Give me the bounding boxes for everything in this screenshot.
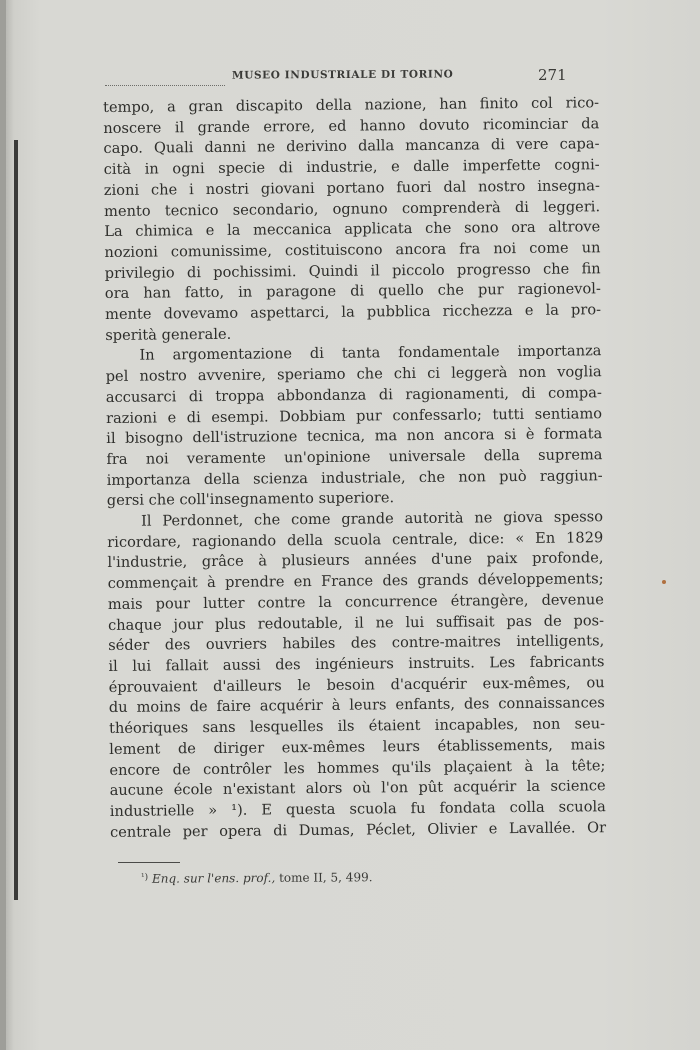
- text-line: encore de contrôler les hommes qu'ils plaçaient à la tête;: [109, 756, 606, 779]
- text-line: razioni e di esempi. Dobbiam pur confessarlo; tutti sentiamo: [105, 404, 603, 427]
- running-head: MUSEO INDUSTRIALE DI TORINO: [231, 68, 454, 82]
- text-line: fra noi veramente un'opinione universale della suprema: [106, 446, 603, 468]
- text-line: importanza della scienza industriale, che non può raggiun-: [106, 466, 603, 489]
- page-number: 271: [538, 66, 567, 84]
- text-line: mais pour lutter contre la concurrence étrangère, devenue: [107, 591, 604, 613]
- text-line: noscere il grande errore, ed hanno dovuto ricominciar da: [103, 114, 600, 137]
- footnote: [141, 870, 373, 886]
- text-line: tempo, a gran discapito della nazione, han finito col rico-: [103, 94, 600, 116]
- text-line: nozioni comunissime, costituiscono ancora fra noi come un: [104, 239, 601, 261]
- text-line: zioni che i nostri giovani portano fuori dal nostro insegna-: [103, 177, 600, 199]
- book-spine: [0, 0, 6, 1050]
- text-line: industrielle » ¹). E questa scuola fu fondata colla scuola: [109, 798, 606, 820]
- text-line: accusarci di troppa abbondanza di ragionamenti, di compa-: [105, 384, 602, 406]
- text-line: ora han fatto, in paragone di quello che pur ragionevol-: [104, 280, 601, 303]
- text-line: l'industrie, grâce à plusieurs années d'une paix profonde,: [107, 549, 604, 572]
- text-line: mente dovevamo aspettarci, la pubblica ricchezza e la pro-: [104, 301, 602, 324]
- text-line: séder des ouvriers habiles des contre-maitres intelligents,: [108, 632, 605, 655]
- text-line: La chimica e la meccanica applicata che sono ora altrove: [104, 218, 601, 241]
- text-line: lement de diriger eux-mêmes leurs établissements, mais: [109, 736, 606, 758]
- footnote-marker: ¹): [140, 872, 149, 883]
- text-line: capo. Quali danni ne derivino dalla mancanza di vere capa-: [103, 135, 600, 158]
- header-dotted-rule: [105, 85, 225, 86]
- text-line: gersi che coll'insegnamento superiore.: [106, 489, 395, 510]
- text-line: cità in ogni specie di industrie, e dalle imperfette cogni-: [103, 156, 600, 179]
- paragraph-start-line: In argomentazione di tanta fondamentale importanza: [139, 342, 602, 365]
- body-text: [103, 93, 606, 843]
- text-line: aucune école n'existant alors où l'on pût acquérir la science: [109, 777, 606, 800]
- text-line: il lui fallait aussi des ingénieurs instruits. Les fabricants: [108, 653, 605, 675]
- text-line: théoriques sans lesquelles ils étaient incapables, non seu-: [108, 715, 606, 738]
- text-line: chaque jour plus redoutable, il ne lui suffisait pas de pos-: [107, 611, 605, 634]
- text-line: centrale per opera di Dumas, Péclet, Olivier e Lavallée. Or: [109, 818, 607, 841]
- footnote-title: Enq. sur l'ens. prof.,: [151, 870, 276, 886]
- footnote-reference: tome II, 5, 499.: [279, 870, 373, 885]
- text-line: éprouvaient d'ailleurs le besoin d'acquérir eux-mêmes, ou: [108, 673, 605, 696]
- text-line: mento tecnico secondario, ognuno comprenderà di leggeri.: [104, 197, 601, 220]
- footnote-rule: [118, 862, 180, 863]
- text-line: commençait à prendre en France des grands développements;: [107, 570, 604, 593]
- text-line: ricordare, ragionando della scuola centrale, dice: « En 1829: [107, 528, 604, 551]
- paper-speck: [662, 580, 666, 584]
- text-line: il bisogno dell'istruzione tecnica, ma non ancora si è formata: [106, 425, 603, 448]
- margin-line: [14, 140, 18, 900]
- text-line: sperità generale.: [105, 325, 232, 344]
- text-line: privilegio di pochissimi. Quindi il piccolo progresso che fin: [104, 259, 601, 282]
- text-line: du moins de faire acquérir à leurs enfants, des connaissances: [108, 694, 605, 717]
- text-line: pel nostro avvenire, speriamo che chi ci leggerà non voglia: [105, 363, 602, 386]
- paragraph-start-line: Il Perdonnet, che come grande autorità ne giova spesso: [140, 508, 604, 530]
